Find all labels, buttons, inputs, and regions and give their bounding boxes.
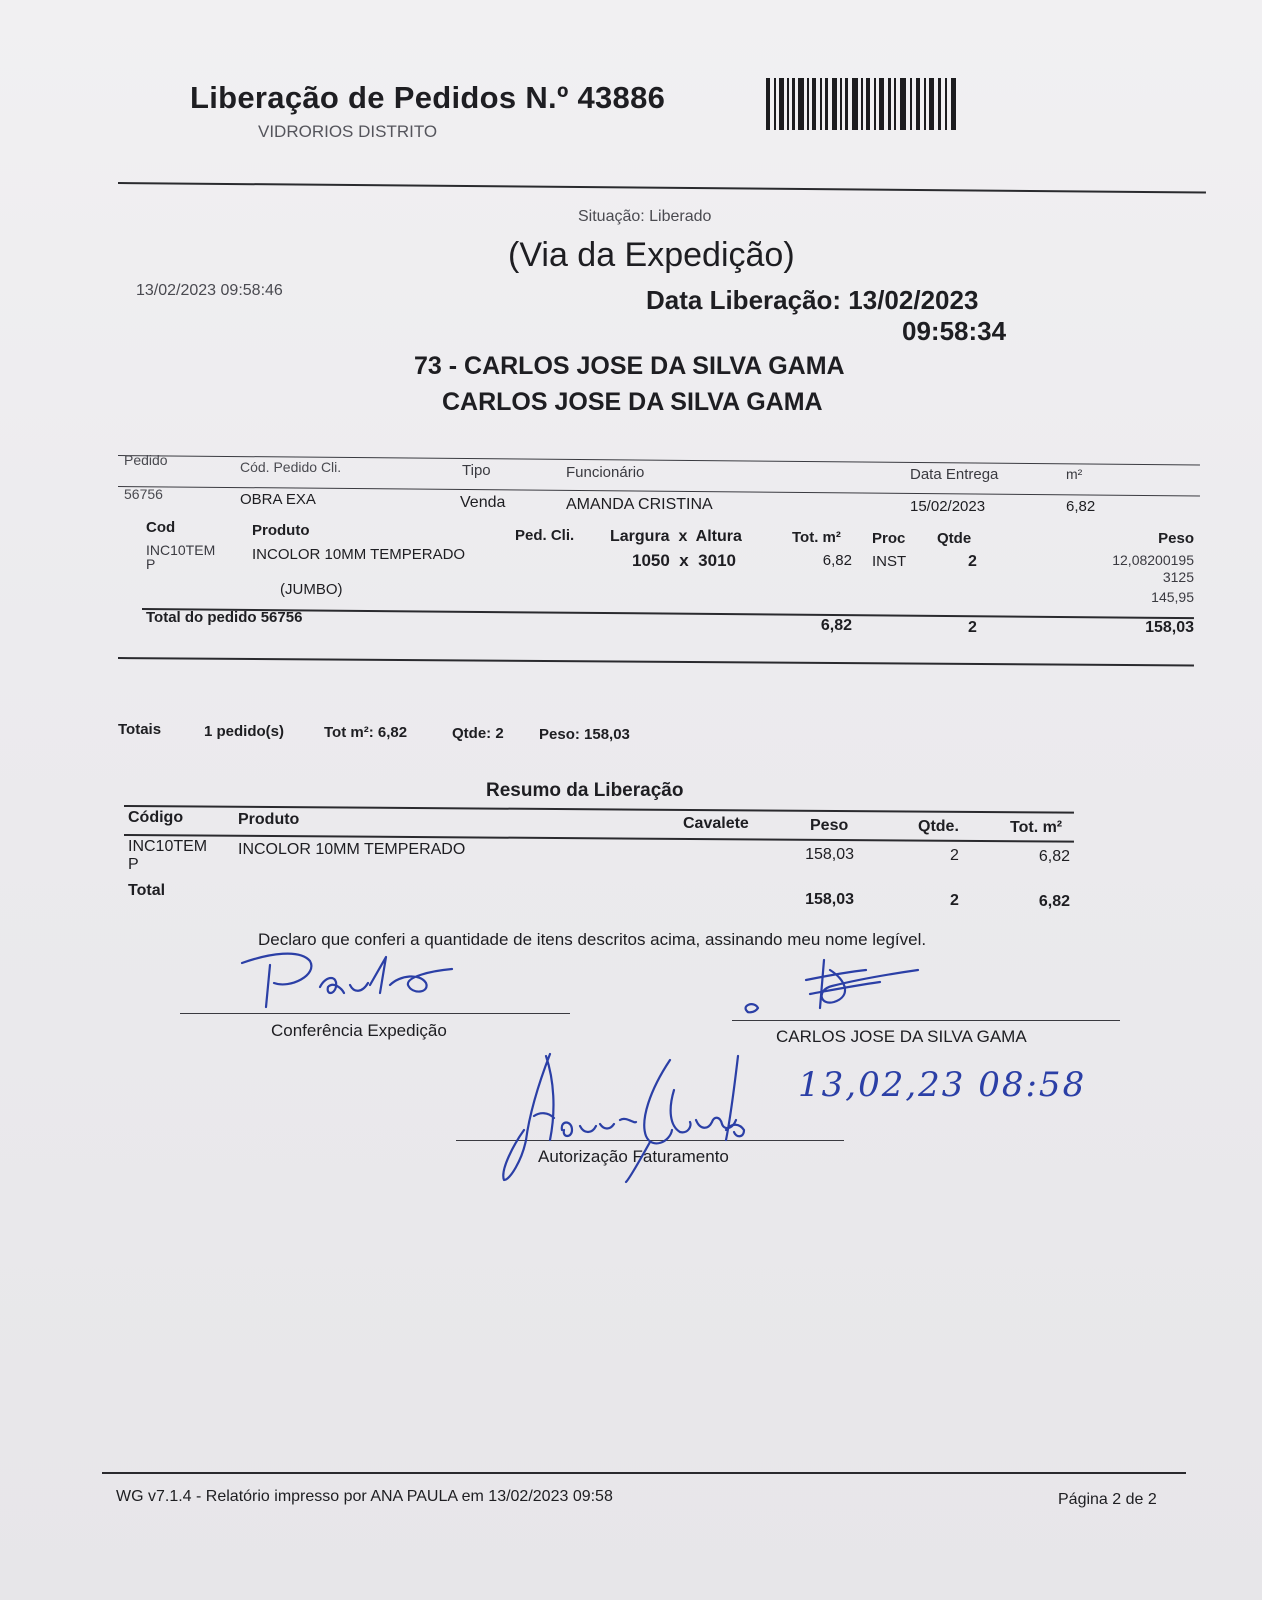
order-total-qtde: 2 bbox=[968, 619, 977, 636]
resumo-header-tot-m2: Tot. m² bbox=[1010, 819, 1063, 836]
item-tot-m2: 6,82 bbox=[822, 552, 852, 569]
autorizacao-signature bbox=[500, 1050, 770, 1190]
resumo-header-produto: Produto bbox=[238, 811, 300, 828]
item-header-qtde: Qtde bbox=[937, 530, 972, 547]
order-cod-pedido-cli: OBRA EXA bbox=[240, 491, 316, 508]
release-time: 09:58:34 bbox=[902, 316, 1007, 346]
footer-printed-by: WG v7.1.4 - Relatório impresso por ANA PAULA em 13/02/2023 09:58 bbox=[116, 1488, 613, 1505]
declaration-text: Declaro que conferi a quantidade de itens descritos acima, assinando meu nome legível. bbox=[258, 930, 927, 949]
resumo-qtde: 2 bbox=[950, 847, 959, 864]
item-produto: INCOLOR 10MM TEMPERADO bbox=[252, 546, 466, 563]
footer-page-number: Página 2 de 2 bbox=[1058, 1491, 1157, 1508]
item-header-tot-m2: Tot. m² bbox=[792, 529, 841, 546]
footer-divider bbox=[102, 1472, 1186, 1474]
resumo-codigo-line1: INC10TEM bbox=[128, 838, 208, 855]
item-header-largura-altura: Largura x Altura bbox=[610, 528, 742, 545]
col-header-funcionario: Funcionário bbox=[566, 464, 645, 481]
totais-peso: Peso: 158,03 bbox=[539, 726, 630, 743]
conferencia-signature bbox=[230, 935, 510, 1015]
order-pedido: 56756 bbox=[124, 486, 163, 502]
resumo-total-qtde: 2 bbox=[950, 892, 959, 909]
item-peso-line3: 145,95 bbox=[1151, 589, 1194, 605]
item-produto-extra: (JUMBO) bbox=[280, 581, 343, 598]
item-header-cod: Cod bbox=[146, 519, 176, 536]
document-title: Liberação de Pedidos N.º 43886 bbox=[190, 80, 666, 115]
resumo-produto: INCOLOR 10MM TEMPERADO bbox=[238, 841, 466, 858]
status-text: Situação: Liberado bbox=[578, 208, 712, 225]
autorizacao-label: Autorização Faturamento bbox=[538, 1147, 729, 1166]
totais-pedidos: 1 pedido(s) bbox=[204, 723, 285, 740]
order-total-peso: 158,03 bbox=[1145, 619, 1194, 636]
item-cod-line2: P bbox=[146, 556, 156, 572]
client-signature-label: CARLOS JOSE DA SILVA GAMA bbox=[776, 1027, 1027, 1046]
totais-label: Totais bbox=[118, 721, 162, 738]
barcode bbox=[766, 78, 958, 130]
item-peso-line2: 3125 bbox=[1162, 569, 1194, 585]
client-name: CARLOS JOSE DA SILVA GAMA bbox=[442, 388, 823, 416]
printed-timestamp: 13/02/2023 09:58:46 bbox=[136, 282, 283, 299]
via-title: (Via da Expedição) bbox=[508, 236, 795, 274]
resumo-total-peso: 158,03 bbox=[805, 891, 854, 908]
order-data-entrega: 15/02/2023 bbox=[910, 498, 986, 515]
order-table-bottom-line bbox=[118, 657, 1194, 667]
client-code-name: 73 - CARLOS JOSE DA SILVA GAMA bbox=[414, 352, 845, 380]
resumo-title: Resumo da Liberação bbox=[486, 780, 684, 801]
release-date: Data Liberação: 13/02/2023 bbox=[646, 285, 979, 315]
item-header-proc: Proc bbox=[872, 530, 906, 547]
company-name: VIDRORIOS DISTRITO bbox=[258, 122, 438, 141]
conferencia-label: Conferência Expedição bbox=[271, 1021, 447, 1040]
totais-qtde: Qtde: 2 bbox=[452, 725, 504, 742]
item-dimensions: 1050 x 3010 bbox=[632, 551, 736, 570]
item-qtde: 2 bbox=[968, 553, 977, 570]
client-signature-line bbox=[732, 1020, 1120, 1021]
item-header-produto: Produto bbox=[252, 522, 310, 539]
resumo-header-peso: Peso bbox=[810, 817, 849, 834]
resumo-total-label: Total bbox=[128, 882, 166, 899]
item-proc: INST bbox=[872, 553, 907, 570]
order-tipo: Venda bbox=[460, 494, 506, 511]
order-funcionario: AMANDA CRISTINA bbox=[566, 496, 713, 513]
client-signature bbox=[736, 950, 936, 1020]
item-header-ped-cli: Ped. Cli. bbox=[515, 527, 575, 544]
order-m2: 6,82 bbox=[1066, 498, 1096, 515]
col-header-cod-pedido-cli: Cód. Pedido Cli. bbox=[240, 459, 342, 475]
col-header-pedido: Pedido bbox=[124, 452, 168, 468]
resumo-tot-m2: 6,82 bbox=[1038, 848, 1070, 865]
col-header-data-entrega: Data Entrega bbox=[910, 466, 999, 483]
col-header-tipo: Tipo bbox=[462, 462, 491, 479]
resumo-peso: 158,03 bbox=[805, 846, 854, 863]
handwritten-datetime: 13,02,23 08:58 bbox=[798, 1065, 1087, 1105]
resumo-codigo-line2: P bbox=[128, 856, 139, 873]
resumo-header-qtde: Qtde. bbox=[918, 818, 959, 835]
item-header-peso: Peso bbox=[1158, 530, 1194, 547]
resumo-total-tot-m2: 6,82 bbox=[1038, 893, 1070, 910]
header-divider bbox=[118, 182, 1206, 193]
resumo-header-cavalete: Cavalete bbox=[683, 815, 749, 832]
resumo-header-codigo: Código bbox=[128, 809, 184, 826]
item-cod-line1: INC10TEM bbox=[146, 542, 216, 558]
col-header-m2: m² bbox=[1066, 466, 1083, 482]
order-total-m2: 6,82 bbox=[820, 617, 852, 634]
order-total-label: Total do pedido 56756 bbox=[146, 609, 303, 626]
item-peso-line1: 12,08200195 bbox=[1112, 552, 1194, 568]
totais-tot-m2: Tot m²: 6,82 bbox=[324, 724, 408, 741]
